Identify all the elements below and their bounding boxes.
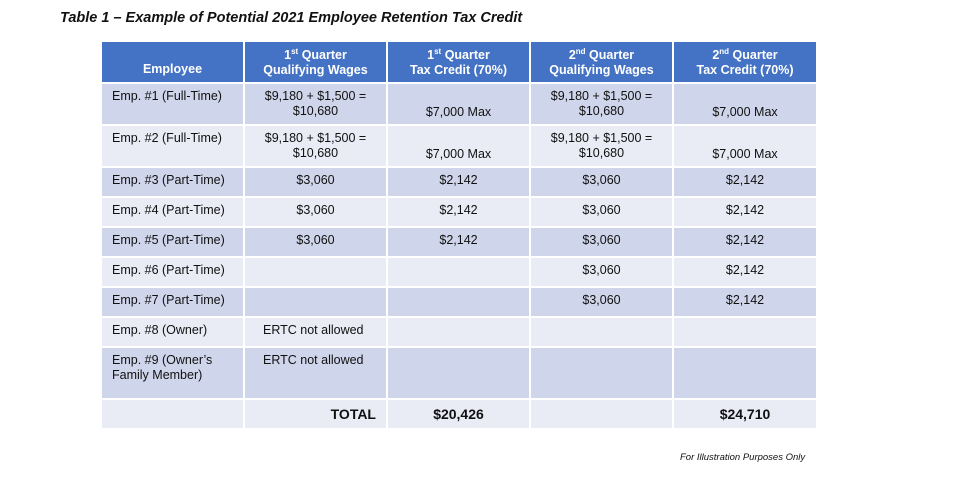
employee-cell: Emp. #2 (Full-Time) bbox=[102, 126, 245, 168]
q1-credit-cell bbox=[388, 318, 531, 348]
q2-credit-cell: $2,142 bbox=[674, 228, 818, 258]
q1-credit-cell bbox=[388, 258, 531, 288]
total-q1-credit: $20,426 bbox=[388, 400, 531, 430]
employee-cell: Emp. #7 (Part-Time) bbox=[102, 288, 245, 318]
table-row bbox=[102, 288, 818, 318]
q2-wages-cell: $3,060 bbox=[531, 258, 674, 288]
q2-credit-cell: $2,142 bbox=[674, 168, 818, 198]
employee-cell: Emp. #6 (Part-Time) bbox=[102, 258, 245, 288]
q2-credit-cell bbox=[674, 318, 818, 348]
retention-credit-table bbox=[102, 42, 818, 430]
total-empty-cell bbox=[531, 400, 674, 430]
q1-wages-cell: ERTC not allowed bbox=[245, 318, 388, 348]
q1-credit-cell: $2,142 bbox=[388, 228, 531, 258]
q1-wages-cell bbox=[245, 258, 388, 288]
table-row bbox=[102, 168, 818, 198]
q1-wages-cell: $9,180 + $1,500 = $10,680 bbox=[245, 126, 388, 168]
q2-credit-cell: $2,142 bbox=[674, 198, 818, 228]
q2-wages-cell: $3,060 bbox=[531, 168, 674, 198]
q2-credit-cell bbox=[674, 348, 818, 400]
q2-wages-cell: $3,060 bbox=[531, 228, 674, 258]
table-row bbox=[102, 126, 818, 168]
table-row bbox=[102, 84, 818, 126]
header-row bbox=[102, 42, 818, 84]
q2-wages-cell bbox=[531, 318, 674, 348]
header-employee: Employee bbox=[102, 42, 245, 84]
employee-cell: Emp. #1 (Full-Time) bbox=[102, 84, 245, 126]
q2-credit-cell: $7,000 Max bbox=[674, 84, 818, 126]
footnote: For Illustration Purposes Only bbox=[680, 452, 806, 463]
q2-credit-cell: $2,142 bbox=[674, 258, 818, 288]
q1-wages-cell: $3,060 bbox=[245, 228, 388, 258]
q1-credit-cell: $2,142 bbox=[388, 198, 531, 228]
employee-cell: Emp. #5 (Part-Time) bbox=[102, 228, 245, 258]
q2-wages-cell: $3,060 bbox=[531, 288, 674, 318]
employee-cell: Emp. #9 (Owner’s Family Member) bbox=[102, 348, 245, 400]
q2-credit-cell: $7,000 Max bbox=[674, 126, 818, 168]
table-title: Table 1 – Example of Potential 2021 Employee Retention Tax Credit bbox=[60, 10, 523, 26]
header-q2-wages: 2nd Quarter Qualifying Wages bbox=[531, 42, 674, 84]
employee-cell: Emp. #8 (Owner) bbox=[102, 318, 245, 348]
table-row bbox=[102, 318, 818, 348]
table-row bbox=[102, 198, 818, 228]
q1-credit-cell: $7,000 Max bbox=[388, 84, 531, 126]
q1-credit-cell: $7,000 Max bbox=[388, 126, 531, 168]
header-q1-credit: 1st Quarter Tax Credit (70%) bbox=[388, 42, 531, 84]
employee-cell: Emp. #4 (Part-Time) bbox=[102, 198, 245, 228]
q1-wages-cell bbox=[245, 288, 388, 318]
table-row bbox=[102, 348, 818, 400]
header-q2-credit: 2nd Quarter Tax Credit (70%) bbox=[674, 42, 818, 84]
q1-credit-cell bbox=[388, 288, 531, 318]
q1-wages-cell: $3,060 bbox=[245, 198, 388, 228]
q2-wages-cell: $9,180 + $1,500 = $10,680 bbox=[531, 84, 674, 126]
table-row bbox=[102, 228, 818, 258]
q1-credit-cell bbox=[388, 348, 531, 400]
q2-credit-cell: $2,142 bbox=[674, 288, 818, 318]
total-label: TOTAL bbox=[245, 400, 388, 430]
q2-wages-cell: $3,060 bbox=[531, 198, 674, 228]
employee-cell: Emp. #3 (Part-Time) bbox=[102, 168, 245, 198]
q1-wages-cell: $9,180 + $1,500 = $10,680 bbox=[245, 84, 388, 126]
table-row bbox=[102, 258, 818, 288]
q2-wages-cell: $9,180 + $1,500 = $10,680 bbox=[531, 126, 674, 168]
q2-wages-cell bbox=[531, 348, 674, 400]
total-q2-credit: $24,710 bbox=[674, 400, 818, 430]
q1-wages-cell: ERTC not allowed bbox=[245, 348, 388, 400]
q1-credit-cell: $2,142 bbox=[388, 168, 531, 198]
header-q1-wages: 1st Quarter Qualifying Wages bbox=[245, 42, 388, 84]
total-row bbox=[102, 400, 818, 430]
q1-wages-cell: $3,060 bbox=[245, 168, 388, 198]
total-empty-cell bbox=[102, 400, 245, 430]
